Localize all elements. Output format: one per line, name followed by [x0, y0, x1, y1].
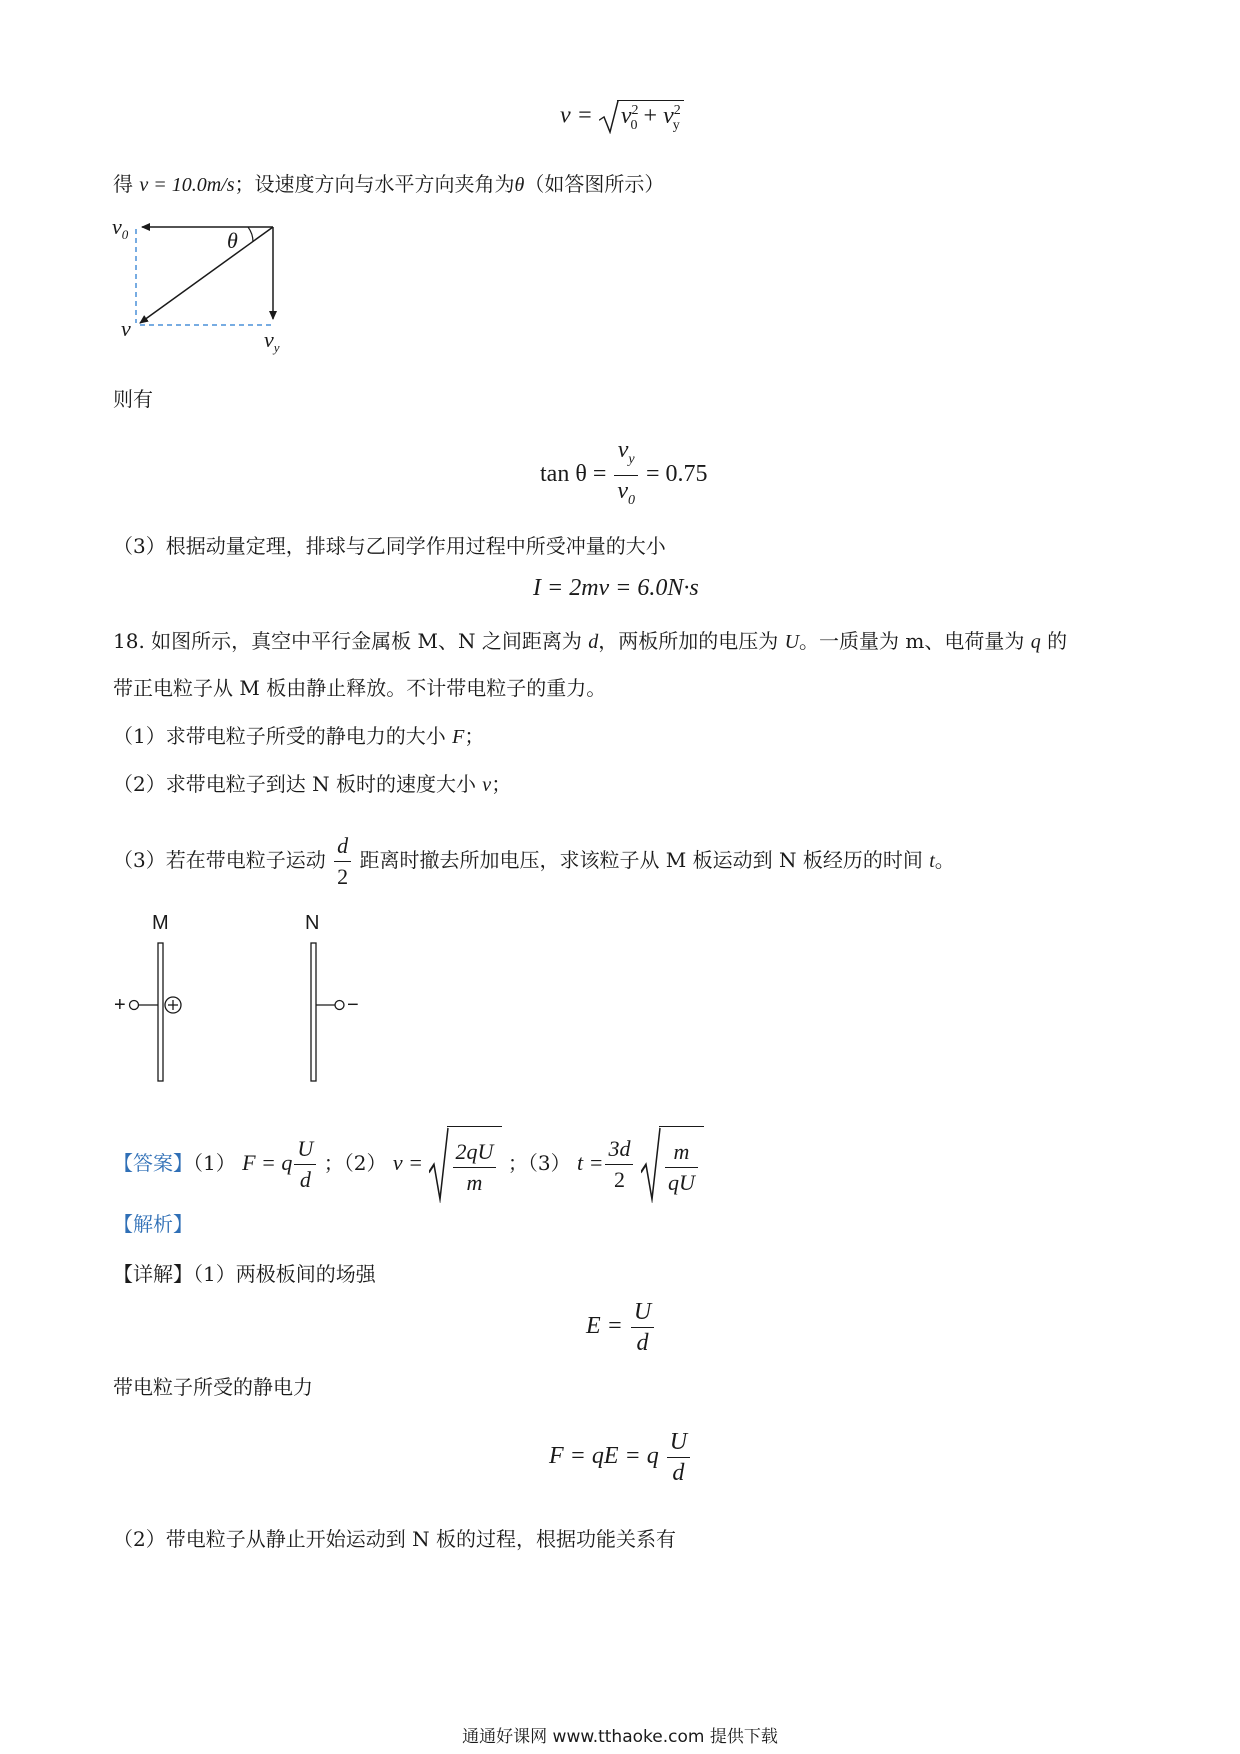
text: （1）两极板间的场强	[193, 1262, 376, 1286]
fraction	[665, 1137, 698, 1198]
formula-lhs: tan θ =	[540, 460, 607, 487]
velocity-magnitude-formula	[560, 100, 684, 134]
detail-line-2: （2）带电粒子从静止开始运动到 N 板的过程，根据功能关系有	[113, 1527, 676, 1551]
denominator: m	[466, 1169, 483, 1195]
speed-result-line	[113, 170, 664, 199]
tan-theta-formula	[540, 435, 708, 516]
force-text: 带电粒子所受的静电力	[113, 1375, 313, 1399]
answer-1-formula	[242, 1136, 324, 1193]
var-v: v	[482, 774, 492, 796]
text: ；（2）	[323, 1151, 387, 1175]
impulse-formula: I = 2mv = 6.0N·s	[533, 575, 699, 601]
denominator: d	[636, 1330, 649, 1356]
answer-3-formula	[576, 1136, 704, 1195]
var-t: t	[929, 850, 935, 872]
sub: 0	[630, 117, 638, 133]
plate-M	[158, 943, 163, 1081]
text: ；（3）	[507, 1151, 571, 1175]
denominator: 2	[337, 864, 349, 889]
label-N: N	[305, 912, 320, 934]
fraction	[605, 1134, 633, 1195]
field-strength-formula	[586, 1297, 656, 1358]
answer-line	[113, 1125, 704, 1203]
numerator: 3d	[605, 1134, 633, 1165]
text: 18. 如图所示，真空中平行金属板 M、N 之间距离为	[113, 629, 589, 653]
denominator: d	[299, 1167, 311, 1193]
label-M: M	[152, 912, 169, 934]
theta: θ	[514, 174, 525, 196]
text: （如答图所示）	[524, 172, 665, 196]
term: v	[663, 103, 674, 129]
sup: 2	[631, 103, 639, 118]
text: （1）	[193, 1151, 236, 1175]
numerator: U	[294, 1134, 316, 1165]
text: 的	[1040, 629, 1068, 653]
detail-line-1	[113, 1260, 376, 1288]
sqrt	[429, 1126, 503, 1203]
q18-part3	[113, 825, 955, 896]
text: 。一质量为 m、电荷量为	[799, 629, 1031, 653]
answer-tag: 【答案】	[113, 1151, 193, 1175]
text: （1）求带电粒子所受的静电力的大小	[113, 724, 453, 748]
term: v	[620, 103, 632, 129]
var-U: U	[784, 631, 800, 653]
force-formula	[549, 1427, 692, 1488]
formula-lhs: v =	[392, 1150, 423, 1175]
var-d: d	[588, 631, 599, 653]
parallel-plates-diagram	[110, 905, 370, 1085]
denominator: d	[672, 1460, 685, 1486]
q18-line1	[113, 627, 1067, 656]
fraction	[453, 1137, 497, 1198]
plate-N	[311, 943, 316, 1081]
denominator: qU	[667, 1169, 695, 1195]
formula-lhs: F = q	[242, 1150, 293, 1175]
numerator: 2qU	[453, 1137, 497, 1168]
var-F: F	[452, 726, 465, 748]
then-have-text: 则有	[113, 387, 153, 411]
detail-tag: 【详解】	[113, 1262, 193, 1286]
terminal-M	[130, 1001, 139, 1010]
numerator: d	[334, 831, 351, 862]
q18-part1	[113, 722, 484, 751]
numerator: U	[631, 1297, 654, 1328]
footer-text: 通通好课网 www.tthaoke.com 提供下载	[462, 1727, 778, 1747]
speed-value: v = 10.0m/s	[139, 174, 235, 196]
text: ；	[491, 772, 512, 796]
q18-part2	[113, 770, 511, 799]
formula-lhs: F = qE = q	[549, 1443, 659, 1470]
fraction	[294, 1134, 316, 1195]
text: （2）求带电粒子到达 N 板时的速度大小	[113, 772, 483, 796]
part3-text: （3）根据动量定理，排球与乙同学作用过程中所受冲量的大小	[113, 534, 666, 558]
text: 得	[113, 172, 140, 196]
terminal-N	[335, 1001, 344, 1010]
text: 距离时撤去所加电压，求该粒子从 M 板运动到 N 板经历的时间	[359, 848, 930, 872]
formula-lhs: E =	[586, 1313, 623, 1340]
formula-lhs: t =	[576, 1150, 604, 1175]
fraction-d-over-2	[334, 831, 351, 892]
label-v: v	[121, 316, 131, 341]
fraction	[667, 1427, 690, 1488]
velocity-vector-diagram	[110, 215, 300, 355]
formula-rhs: = 0.75	[646, 460, 708, 487]
plus: +	[643, 103, 658, 129]
text: 。	[934, 848, 955, 872]
numerator: m	[665, 1137, 698, 1168]
numerator: $v_y$	[614, 435, 638, 476]
analysis-tag: 【解析】	[113, 1212, 193, 1236]
sub: y	[672, 117, 680, 133]
sqrt	[599, 100, 684, 134]
plus-terminal-sign: +	[114, 994, 126, 1016]
text: ；	[464, 724, 485, 748]
denominator: $v_0$	[617, 477, 636, 508]
answer-2-formula	[392, 1138, 508, 1195]
sqrt	[641, 1126, 704, 1203]
var-q: q	[1030, 631, 1041, 653]
text: ，两板所加的电压为	[598, 629, 785, 653]
text: （3）若在带电粒子运动	[113, 848, 326, 872]
sup: 2	[673, 103, 681, 118]
q18-line2: 带正电粒子从 M 板由静止释放。不计带电粒子的重力。	[113, 676, 607, 700]
minus-terminal-sign: −	[347, 994, 359, 1016]
angle-arc	[248, 227, 253, 242]
fraction	[631, 1297, 654, 1358]
label-theta: θ	[227, 228, 238, 253]
denominator: 2	[613, 1167, 625, 1193]
label-v0: $v_0$	[112, 215, 129, 242]
text: ；设速度方向与水平方向夹角为	[234, 172, 515, 196]
formula-lhs: v =	[560, 102, 593, 129]
numerator: U	[667, 1427, 690, 1458]
fraction	[614, 435, 638, 516]
label-vy: $v_y$	[264, 327, 280, 355]
